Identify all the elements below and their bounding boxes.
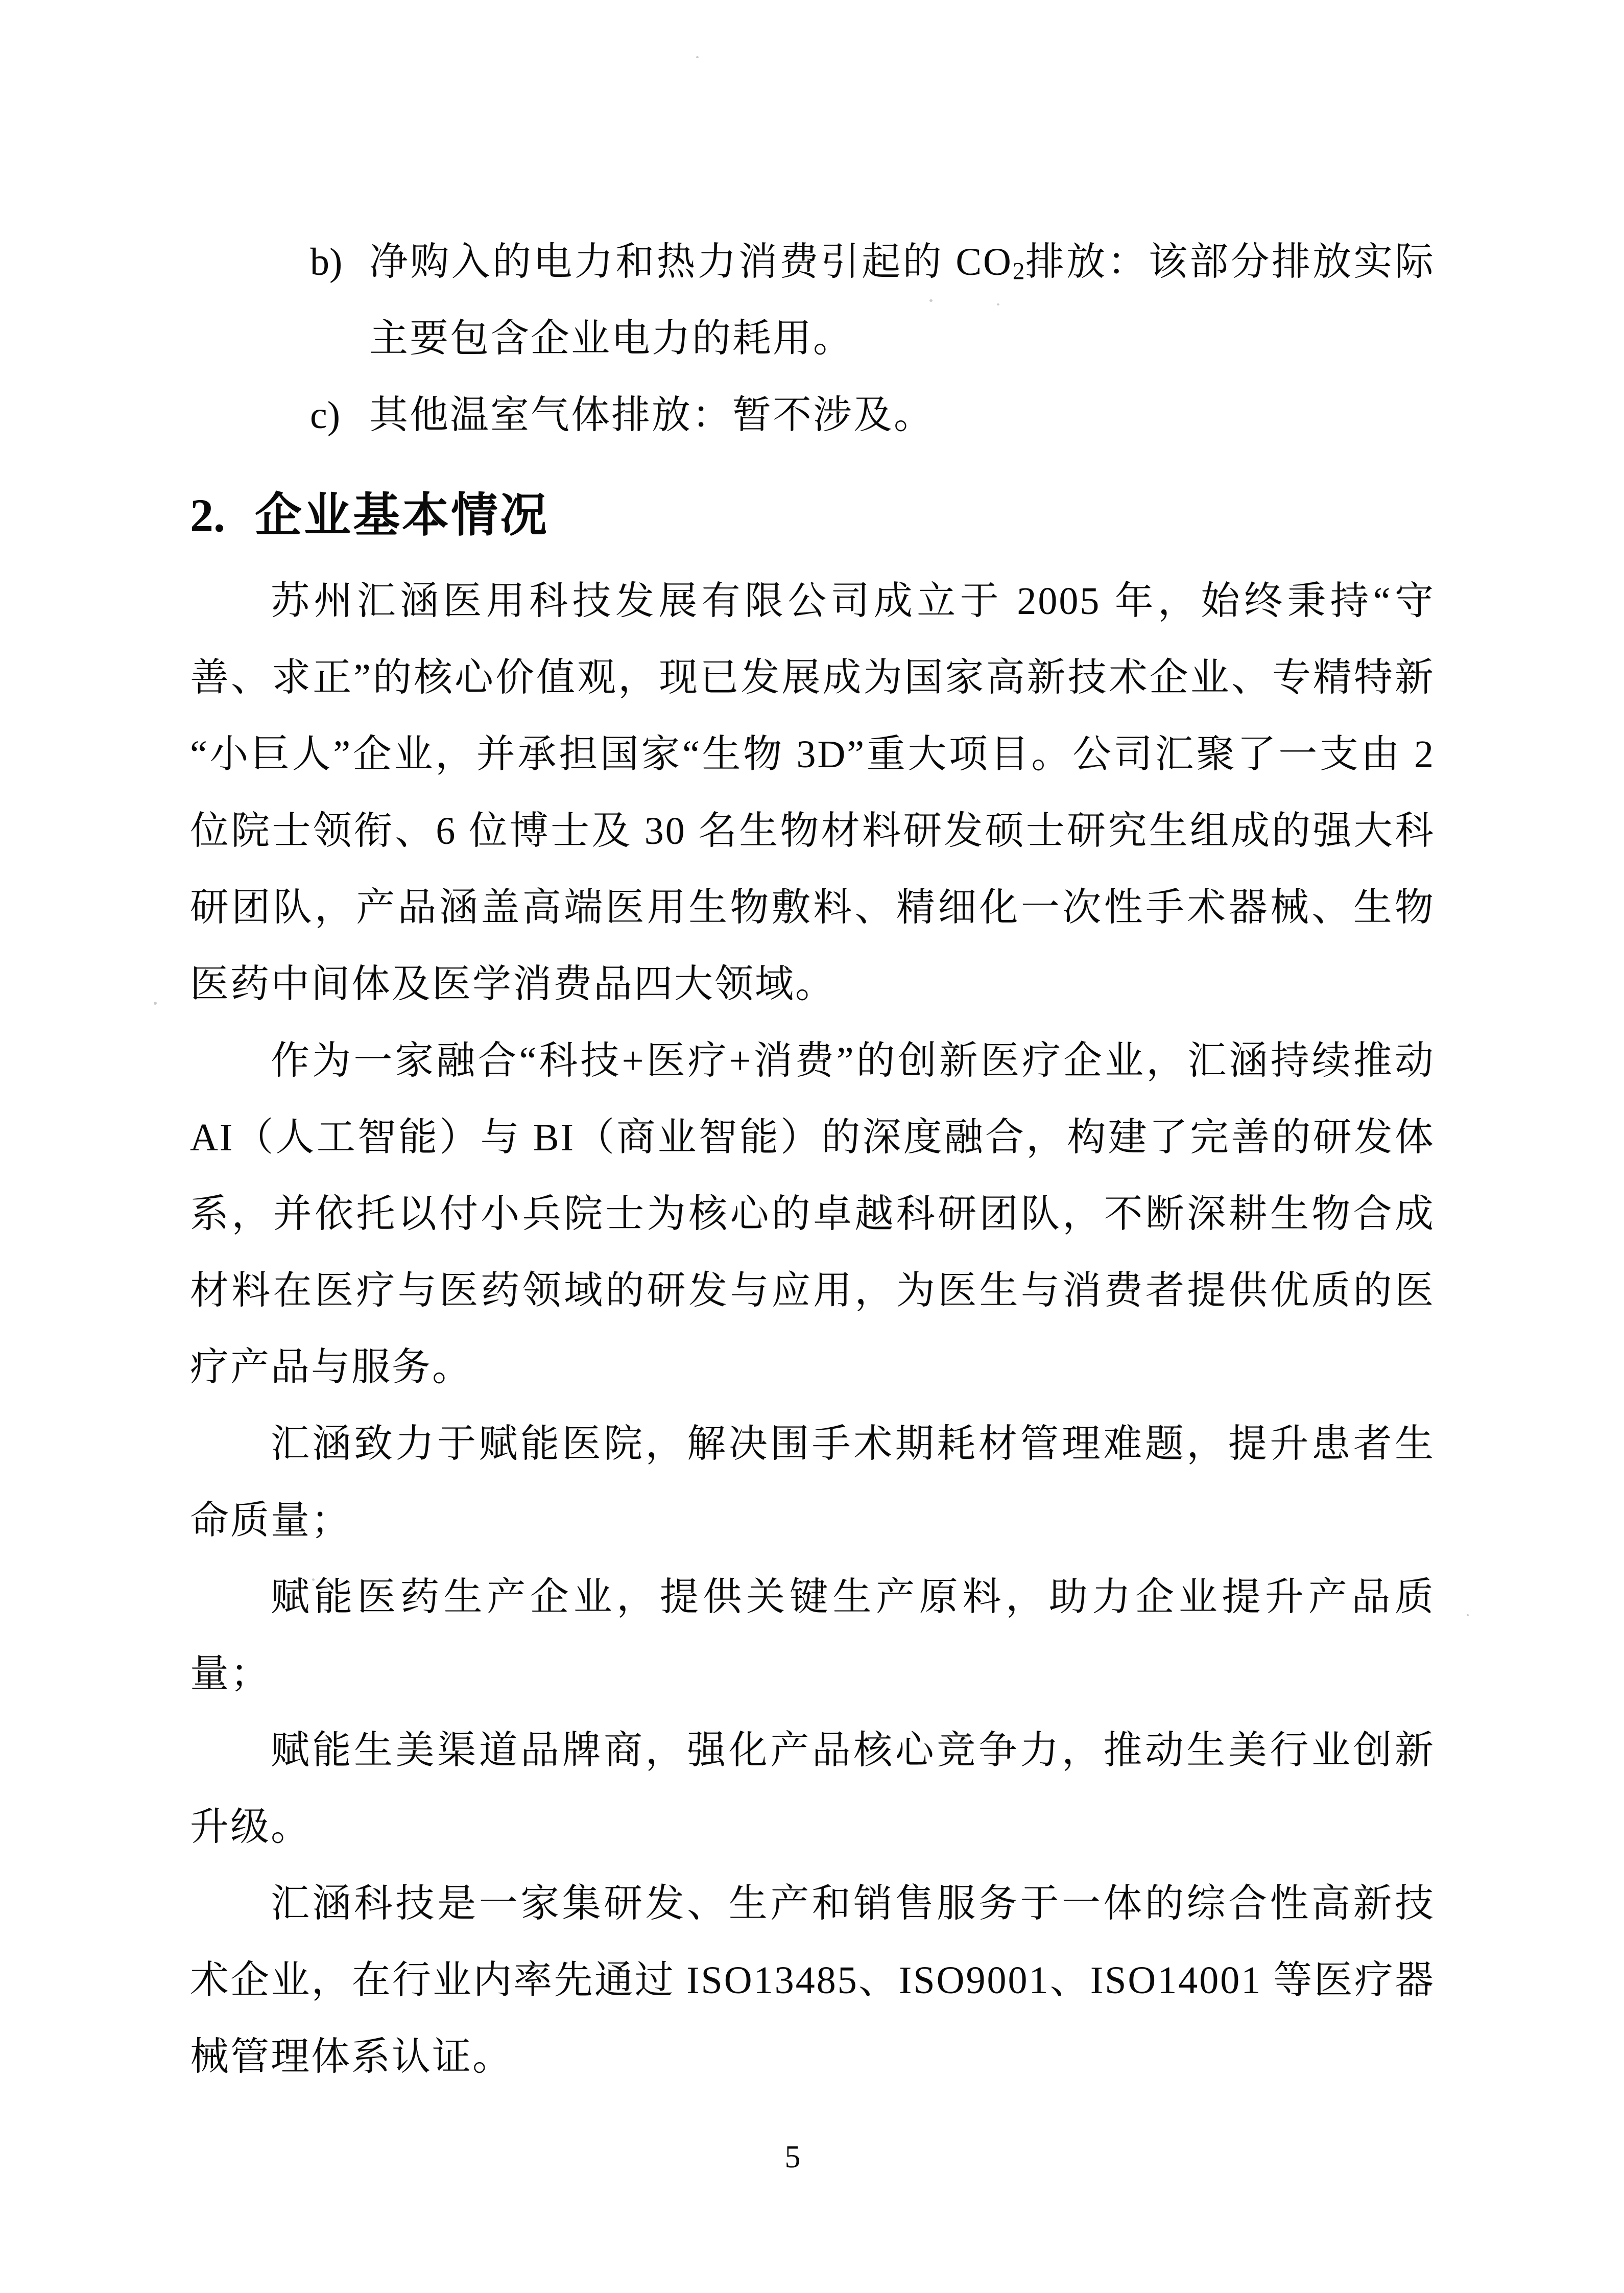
section-heading-number: 2. — [190, 489, 225, 541]
scan-speck — [696, 56, 699, 58]
paragraph-empower-beauty: 赋能生美渠道品牌商，强化产品核心竞争力，推动生美行业创新升级。 — [190, 1729, 1435, 1849]
list-item-c-text: 其他温室气体排放：暂不涉及。 — [369, 394, 934, 437]
paragraph-ai-bi: 作为一家融合“科技+医疗+消费”的创新医疗企业，汇涵持续推动 AI（人工智能）与 BI（商业智能）的深度融合，构建了完善的研发体系，并依托以付小兵院士为核心的卓越科研团队，不断深耕生物合成材料在医疗与医药领域的研发与应用，为医生与消费者提供优质的医疗产品与服务。 — [190, 1039, 1435, 1389]
scan-speck — [997, 303, 999, 305]
list-item-b-text-suffix: 排放：该部分排放实际主要包含企业电力的耗用。 — [369, 241, 1436, 360]
list-item-c — [190, 377, 1435, 454]
list-item-b-text-prefix: 净购入的电力和热力消费引起的 CO — [369, 241, 1013, 283]
scan-speck — [1467, 1614, 1469, 1616]
section-heading-text: 企业基本情况 — [255, 489, 550, 541]
paragraph-empower-pharma: 赋能医药生产企业，提供关键生产原料，助力企业提升产品质量； — [190, 1576, 1435, 1695]
scan-speck — [312, 1578, 315, 1581]
list-item-b-label: b) — [310, 241, 343, 283]
paragraph-certifications: 汇涵科技是一家集研发、生产和销售服务于一体的综合性高新技术企业，在行业内率先通过 ISO13485、ISO9001、ISO14001 等医疗器械管理体系认证。 — [190, 1882, 1435, 2078]
scan-speck — [929, 299, 933, 302]
document-body — [190, 224, 1435, 2095]
page-number: 5 — [784, 2140, 801, 2174]
list-item-c-label: c) — [310, 394, 341, 437]
scan-speck — [154, 1002, 157, 1005]
co2-subscript: 2 — [1012, 258, 1025, 285]
list-item-b — [190, 224, 1435, 377]
paragraph-empower-hospitals: 汇涵致力于赋能医院，解决围手术期耗材管理难题，提升患者生命质量； — [190, 1423, 1435, 1542]
paragraph-company-intro: 苏州汇涵医用科技发展有限公司成立于 2005 年，始终秉持“守善、求正”的核心价值观，现已发展成为国家高新技术企业、专精特新“小巨人”企业，并承担国家“生物 3D”重大项目。公司汇聚了一支由 2 位院士领衔、6 位博士及 30 名生物材料研发硕士研究生组成的强大科研团队，产品涵盖高端医用生物敷料、精细化一次性手术器械、生物医药中间体及医学消费品四大领域。 — [190, 580, 1435, 1006]
section-heading — [190, 468, 1435, 563]
